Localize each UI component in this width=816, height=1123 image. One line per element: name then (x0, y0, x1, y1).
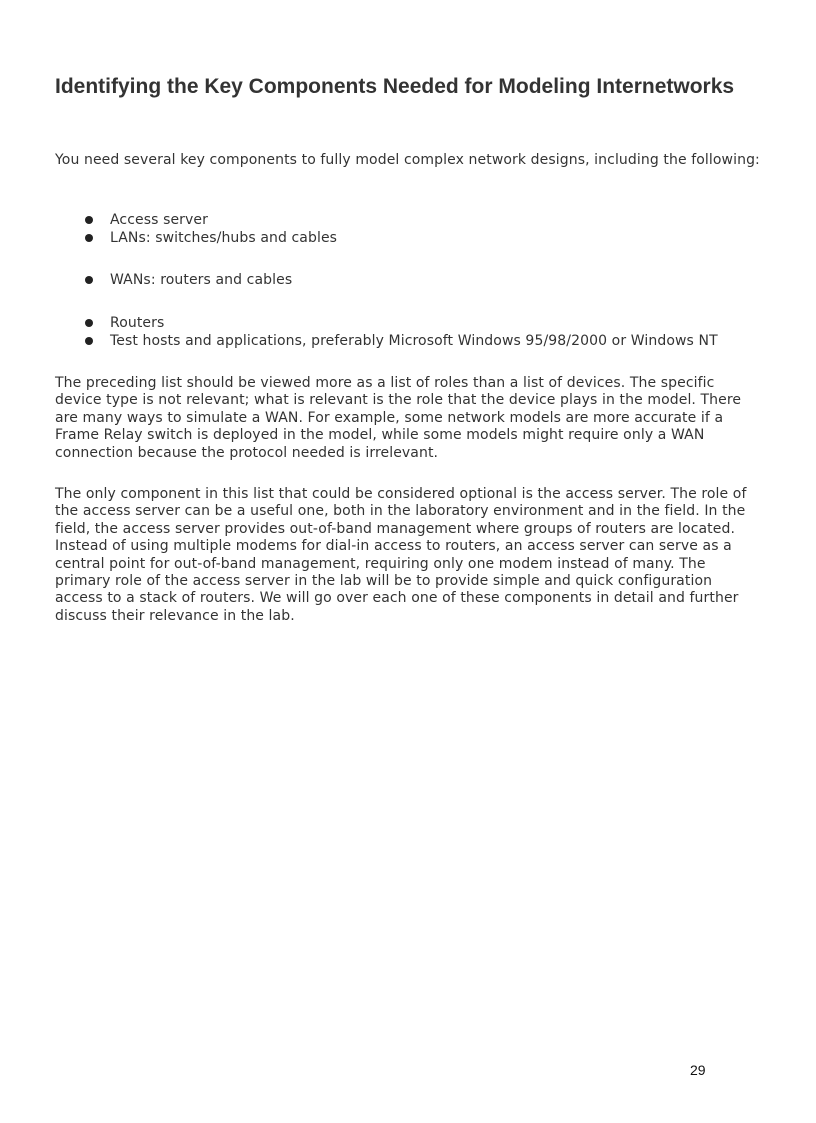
bullet-icon (85, 276, 93, 284)
list-item (85, 229, 775, 247)
access-server-paragraph: The only component in this list that could be considered optional is the access server. The role of the access server can be a useful one, both in the laboratory environment and in the field. In the field, the access server provides out-of-band management where groups of routers are located. Instead of using multiple modems for dial-in access to routers, an access server can serve as a central point for out-of-band management, requiring only one modem instead of many. The primary role of the access server in the lab will be to provide simple and quick configuration access to a stack of routers. We will go over each one of these components in detail and further discuss their relevance in the lab. (55, 486, 747, 624)
bullet-icon (85, 337, 93, 345)
intro-paragraph: You need several key components to fully model complex network designs, including the following: (55, 152, 760, 168)
list-item-label: Test hosts and applications, preferably Microsoft Windows 95/98/2000 or Windows NT (110, 333, 718, 349)
section-heading: Identifying the Key Components Needed for Modeling Internetworks (55, 75, 735, 98)
roles-paragraph: The preceding list should be viewed more as a list of roles than a list of devices. The specific device type is not relevant; what is relevant is the role that the device plays in the model. There are many ways to simulate a WAN. For example, some network models are more accurate if a Frame Relay switch is deployed in the model, while some models might require only a WAN connection because the protocol needed is irrelevant. (55, 375, 742, 461)
list-item (85, 314, 775, 332)
page-number: 29 (690, 1062, 706, 1078)
list-item-label: LANs: switches/hubs and cables (110, 230, 338, 246)
list-item (85, 332, 775, 350)
list-item-label: WANs: routers and cables (110, 272, 293, 288)
list-item (85, 211, 775, 229)
list-item-label: Routers (110, 315, 165, 331)
list-item (85, 271, 775, 289)
bullet-icon (85, 216, 93, 224)
list-item-label: Access server (110, 212, 208, 228)
bullet-icon (85, 319, 93, 327)
bullet-icon (85, 234, 93, 242)
